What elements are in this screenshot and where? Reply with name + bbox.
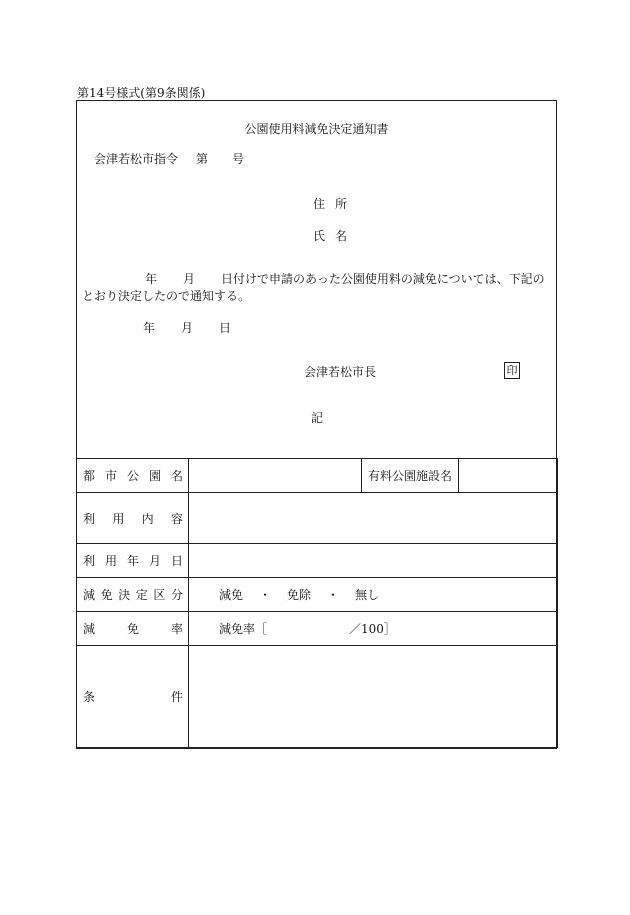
facility-name-value[interactable] [459,459,558,493]
rate-suffix: ／100］ [349,622,396,636]
park-name-char: 都 [83,469,96,483]
rate-prefix: 減免率［ [219,622,268,636]
usage-char: 利 [83,511,96,526]
rate-char: 減 [83,622,96,636]
body-paragraph [82,271,552,305]
body-text: 日付けで申請のあった公園使用料の減免については、下記のとおり決定したので通知する。 [82,272,545,303]
exemption-type-char: 区 [153,588,166,602]
date-nen: 年 [143,321,156,335]
row-usage [77,493,558,544]
issue-date [143,319,231,336]
usage-date-char: 用 [104,554,117,568]
exemption-type-options [189,578,558,612]
usage-date-char: 日 [170,554,183,568]
notice-frame [76,100,557,749]
date-hi: 日 [219,321,232,335]
usage-date-label [77,544,189,578]
rate-char: 率 [170,622,183,636]
usage-char: 用 [112,511,125,526]
row-park-name [77,459,558,493]
ref-dai: 第 [196,152,209,166]
option-separator: ・ [259,588,272,602]
conditions-char: 条 [83,690,96,704]
conditions-label [77,646,189,748]
reference-number [94,150,244,167]
conditions-char: 件 [170,690,183,704]
usage-char: 内 [141,511,154,526]
exemption-type-char: 分 [170,588,183,602]
usage-date-char: 年 [126,554,139,568]
park-name-char: 園 [148,469,161,483]
exemption-type-char: 決 [118,588,131,602]
usage-date-char: 月 [148,554,161,568]
park-name-label [77,459,189,493]
usage-char: 容 [170,511,183,526]
park-name-char: 市 [104,469,117,483]
option-genmen[interactable]: 減免 [219,588,244,602]
rate-label [77,612,189,646]
rate-char: 免 [126,622,139,636]
exemption-type-char: 免 [100,588,113,602]
conditions-value[interactable] [189,646,558,748]
body-nen: 年 [145,272,158,286]
exemption-type-char: 定 [135,588,148,602]
rate-value[interactable] [189,612,558,646]
exemption-type-char: 減 [83,588,96,602]
ref-prefix: 会津若松市指令 [94,152,179,166]
option-separator: ・ [327,588,340,602]
park-name-value[interactable] [189,459,362,493]
address-label: 住所 [313,197,358,211]
option-nashi[interactable]: 無し [355,588,380,602]
option-menjo[interactable]: 免除 [287,588,312,602]
park-name-char: 名 [170,469,183,483]
usage-value[interactable] [189,493,558,544]
row-exemption-type [77,578,558,612]
body-tsuki: 月 [183,272,196,286]
seal-stamp: 印 [504,362,520,379]
row-conditions [77,646,558,748]
usage-label [77,493,189,544]
exemption-type-label [77,578,189,612]
form-number-label: 第14号様式(第9条関係) [77,86,206,100]
park-name-char: 公 [126,469,139,483]
name-label: 氏名 [313,229,358,243]
document-title: 公園使用料減免決定通知書 [244,122,389,136]
issuer-name: 会津若松市長 [304,365,377,379]
ref-go: 号 [232,152,245,166]
details-table [76,458,558,748]
row-rate [77,612,558,646]
date-tsuki: 月 [181,321,194,335]
usage-date-char: 利 [83,554,96,568]
usage-date-value[interactable] [189,544,558,578]
facility-name-label: 有料公園施設名 [362,459,459,493]
ki-heading: 記 [311,411,324,425]
row-usage-date [77,544,558,578]
